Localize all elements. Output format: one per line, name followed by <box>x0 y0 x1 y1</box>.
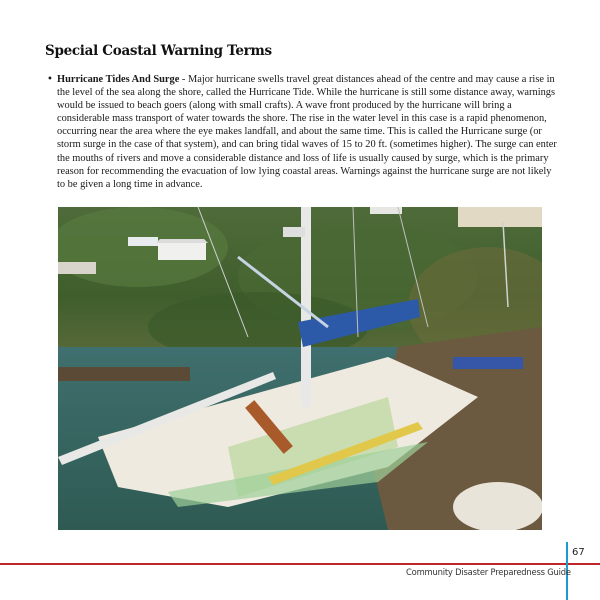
bullet-term: Hurricane Tides And Surge <box>57 74 180 85</box>
bullet-dot: • <box>47 74 53 85</box>
footer-red-rule <box>0 563 600 565</box>
sunken-sailboat-photo <box>58 207 542 530</box>
page-heading: Special Coastal Warning Terms <box>45 43 272 59</box>
bullet-item <box>57 73 557 191</box>
bullet-separator: - <box>179 74 188 85</box>
bullet-body: Major hurricane swells travel great distances ahead of the centre and may cause a rise in the level of the sea along the shore, called the Hurricane Tide. While the hurricane is still some distance away, warnings would be issued to beach goers (along with small crafts). A wave front produced by the hurricane will bring a considerable mass transport of water towards the shore. The rise in the water level in this case is a rapid phenomenon, occurring near the area where the eye makes landfall, and about the same time. This is called the Hurricane surge (or storm surge in the case of that system), and can bring tidal waves of 15 to 20 ft. (sometimes higher). The surge can enter the mouths of rivers and move a considerable distance and loss of life is usually caused by surge, which is the primary reason for recommending the evacuation of low lying coastal areas. Warnings against the hurricane surge are not likely to be given a long time in advance. <box>57 74 557 190</box>
footer-guide-title: Community Disaster Preparedness Guide <box>406 567 571 577</box>
bullet-list <box>47 73 557 191</box>
page-number: 67 <box>572 547 585 558</box>
